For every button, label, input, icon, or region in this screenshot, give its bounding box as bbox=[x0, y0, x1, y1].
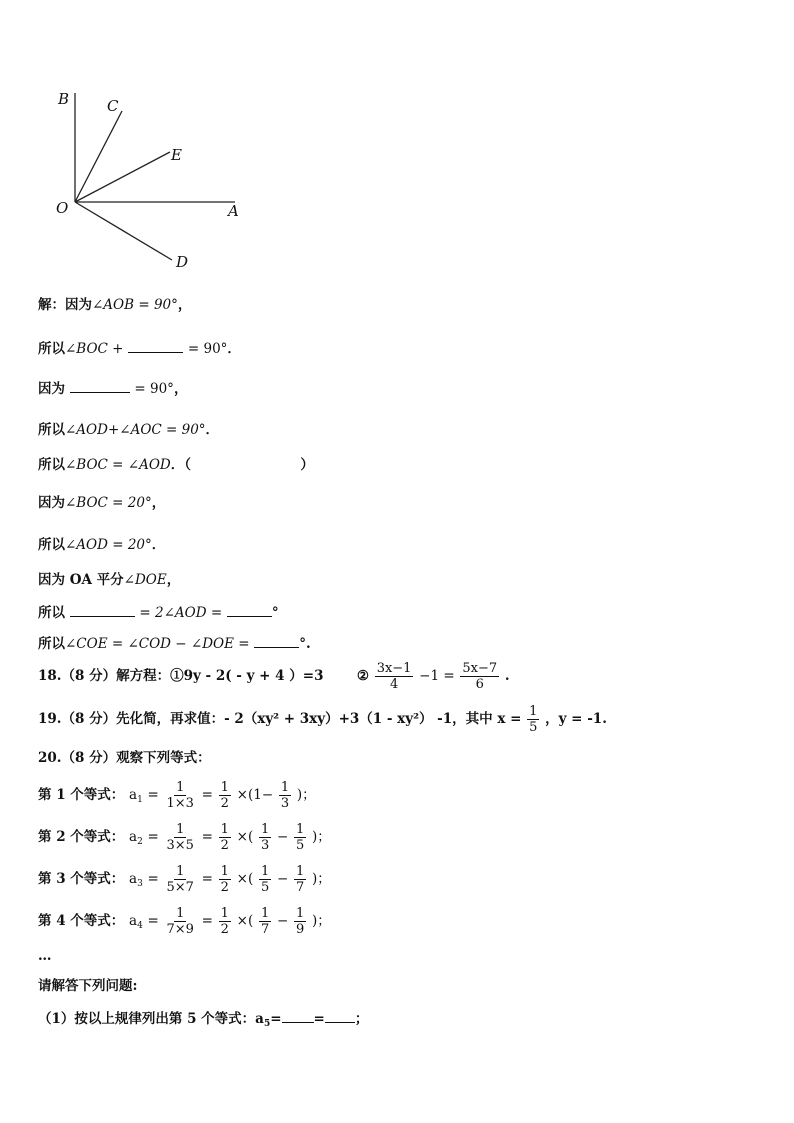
fraction: $\frac{3x-1}{4}$ bbox=[376, 661, 412, 692]
fraction: $\frac{1}{5}$ bbox=[295, 822, 305, 853]
label-d: D bbox=[176, 253, 189, 270]
fraction: $\frac{1}{7\times 9}$ bbox=[166, 906, 194, 937]
fraction: $\frac{1}{2}$ bbox=[220, 822, 229, 853]
reason-blank[interactable] bbox=[196, 455, 296, 469]
label-o: O bbox=[56, 199, 69, 217]
fraction: $\frac{1}{5\times 7}$ bbox=[166, 864, 194, 895]
fraction: $\frac{1}{7}$ bbox=[295, 864, 305, 895]
equation-row-3: 第 3 个等式： $a_3$ = $\frac{1}{5\times 7}$ = $\frac{1}{2}$ ×( $\frac{1}{5}$ − $\frac{1}{7}$ )； bbox=[38, 864, 331, 895]
proof-line-4: 所以∠AOD+∠AOC = 90°． bbox=[38, 422, 220, 438]
label-b: B bbox=[58, 90, 70, 108]
fraction: $\frac{1}{5}$ bbox=[529, 704, 538, 735]
label-e: E bbox=[171, 146, 182, 164]
fraction: $\frac{1}{2}$ bbox=[220, 864, 229, 895]
equation-row-4: 第 4 个等式： $a_4$ = $\frac{1}{7\times 9}$ = $\frac{1}{2}$ ×( $\frac{1}{7}$ − $\frac{1}{9}$ )； bbox=[38, 906, 331, 937]
equation-row-1: 第 1 个等式： $a_1$ = $\frac{1}{1\times 3}$ = $\frac{1}{2}$ ×(1− $\frac{1}{3}$ )； bbox=[38, 780, 316, 811]
fraction: $\frac{5x-7}{6}$ bbox=[462, 661, 498, 692]
angle-figure bbox=[50, 85, 250, 270]
proof-line-8: 因为 OA 平分∠DOE， bbox=[38, 572, 181, 588]
proof-line-6: 因为∠BOC = 20°， bbox=[38, 495, 166, 511]
fraction: $\frac{1}{3}$ bbox=[280, 780, 290, 811]
answer-blank[interactable] bbox=[70, 378, 130, 393]
answer-blank[interactable] bbox=[325, 1008, 355, 1023]
proof-line-5: 所以∠BOC = ∠AOD．（ ） bbox=[38, 457, 314, 473]
ray-od bbox=[75, 202, 172, 260]
proof-line-3: 因为 = 90°， bbox=[38, 378, 187, 399]
proof-line-1: 解：因为∠AOB = 90°， bbox=[38, 297, 192, 313]
question-20-title: 20.（8 分）观察下列等式： bbox=[38, 750, 211, 766]
label-a: A bbox=[228, 202, 239, 220]
fraction: $\frac{1}{5}$ bbox=[260, 864, 270, 895]
proof-line-2: 所以∠BOC + = 90°． bbox=[38, 338, 241, 359]
ray-oe bbox=[75, 152, 170, 202]
fraction: $\frac{1}{9}$ bbox=[295, 906, 305, 937]
answer-blank[interactable] bbox=[254, 633, 299, 648]
prompt-text: 请解答下列问题: bbox=[38, 978, 138, 994]
proof-line-9: 所以 = 2∠AOD = ° bbox=[38, 602, 279, 623]
question-19: 19.（8 分）先化简，再求值：- 2（xy² + 3xy）+3（1 - xy²） -1，其中 x = $\frac{1}{5}$ ，y = -1. bbox=[38, 704, 607, 735]
answer-blank[interactable] bbox=[128, 338, 183, 353]
equation-row-2: 第 2 个等式： $a_2$ = $\frac{1}{3\times 5}$ = $\frac{1}{2}$ ×( $\frac{1}{3}$ − $\frac{1}{5}$ )； bbox=[38, 822, 331, 853]
fraction: $\frac{1}{3}$ bbox=[260, 822, 270, 853]
question-18: 18.（8 分）解方程：①9y - 2( - y + 4 ）=3 ② $\frac{3x-1}{4}$ −1 = $\frac{5x-7}{6}$ . bbox=[38, 661, 510, 692]
answer-blank[interactable] bbox=[227, 602, 272, 617]
fraction: $\frac{1}{2}$ bbox=[220, 780, 229, 811]
fraction: $\frac{1}{7}$ bbox=[260, 906, 270, 937]
answer-blank[interactable] bbox=[70, 602, 135, 617]
answer-blank[interactable] bbox=[282, 1008, 314, 1023]
proof-line-10: 所以∠COE = ∠COD − ∠DOE = °. bbox=[38, 633, 311, 654]
label-c: C bbox=[107, 97, 119, 115]
fraction: $\frac{1}{2}$ bbox=[220, 906, 229, 937]
part-1: （1）按以上规律列出第 5 个等式：$a_5=$ = ； bbox=[38, 1008, 368, 1034]
ray-oc bbox=[75, 111, 122, 202]
ellipsis: … bbox=[38, 948, 52, 964]
fraction: $\frac{1}{1\times 3}$ bbox=[166, 780, 194, 811]
proof-line-7: 所以∠AOD = 20°． bbox=[38, 537, 166, 553]
fraction: $\frac{1}{3\times 5}$ bbox=[166, 822, 194, 853]
